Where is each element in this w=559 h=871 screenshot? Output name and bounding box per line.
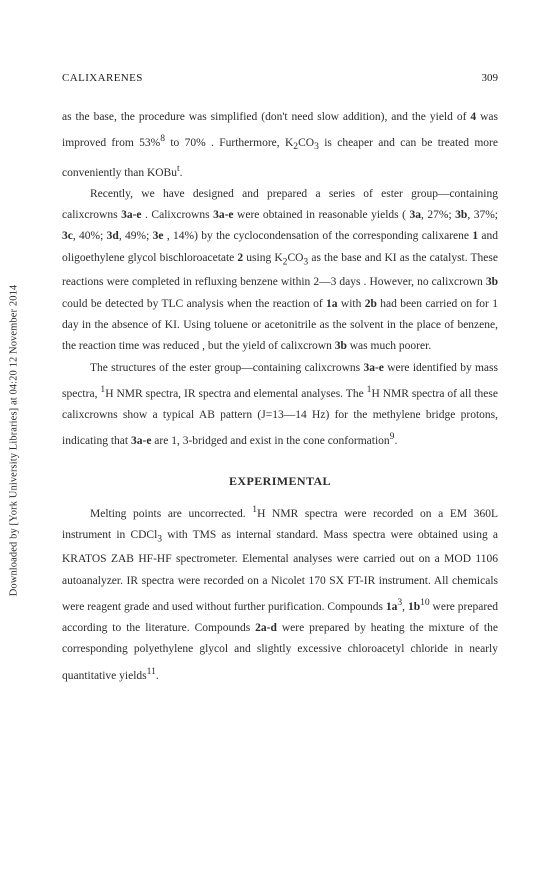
paragraph-2: Recently, we have designed and prepared a series of ester group—containing calixcrowns 3a-e . Calixcrowns 3a-e were obtained in reasonable yields ( 3a, 27%; 3b, 37%; 3c, 40%; 3d, 49%; 3e , 14%) by the cyclocondensation of the corresponding calixarene 1 and oligoethylene glycol bischloroacetate 2 using $K_2CO_3$ as the base and KI as the catalyst. These reactions were completed in refluxing benzene within 2—3 days . However, no calixcrown 3b could be detected by TLC analysis when the reaction of 1a with 2b had been carried on for 1 day in the absence of KI. Using toluene or acetonitrile as the solvent in the place of benzene, the reaction time was reduced , but the yield of calixcrown 3b was much poorer. (62, 187, 499, 353)
download-note: Downloaded by [York University Libraries] at 04:20 12 November 2014 (8, 284, 20, 596)
paragraph-4: Melting points are uncorrected. $^1$H NMR spectra were recorded on a EM 360L instrument in CDCl$_3$ with TMS as internal standard. Mass spectra were obtained using a KRATOS ZAB HF-HF spectrometer. Elemental analyses were carried out on a MOD 1106 autoanalyzer. IR spectra were recorded on a Nicolet 170 SX FT-IR instrument. All chemicals were reagent grade and used without further purification. Compounds $1a^3$, $1b^{10}$ were prepared according to the literature. Compounds 2a-d were prepared by heating the mixture of the corresponding polyethylene glycol and slightly excessive chloroacetyl chloride in nearly quantitative yields$^{11}$. (62, 503, 499, 682)
page-header (62, 72, 498, 84)
paragraph-3: The structures of the ester group—containing calixcrowns 3a-e were identified by mass spectra, $^1$H NMR spectra, IR spectra and elemental analyses. The $^1$H NMR spectra of all these calixcrowns show a typical AB pattern (J=13—14 Hz) for the methylene bridge protons, indicating that 3a-e are 1, 3-bridged and exist in the cone conformation$^9$. (62, 361, 498, 448)
running-head: CALIXARENES (62, 72, 143, 84)
article-body (62, 107, 498, 687)
section-heading: EXPERIMENTAL (229, 474, 331, 489)
page-number: 309 (481, 72, 498, 84)
paragraph-1: as the base, the procedure was simplified (don't need slow addition), and the yield of 4 was improved from 53%$^8$ to 70% . Furthermore, $K_2CO_3$ is cheaper and can be treated more conveniently than KOBu$^t$. (62, 111, 498, 179)
download-watermark (6, 225, 22, 655)
